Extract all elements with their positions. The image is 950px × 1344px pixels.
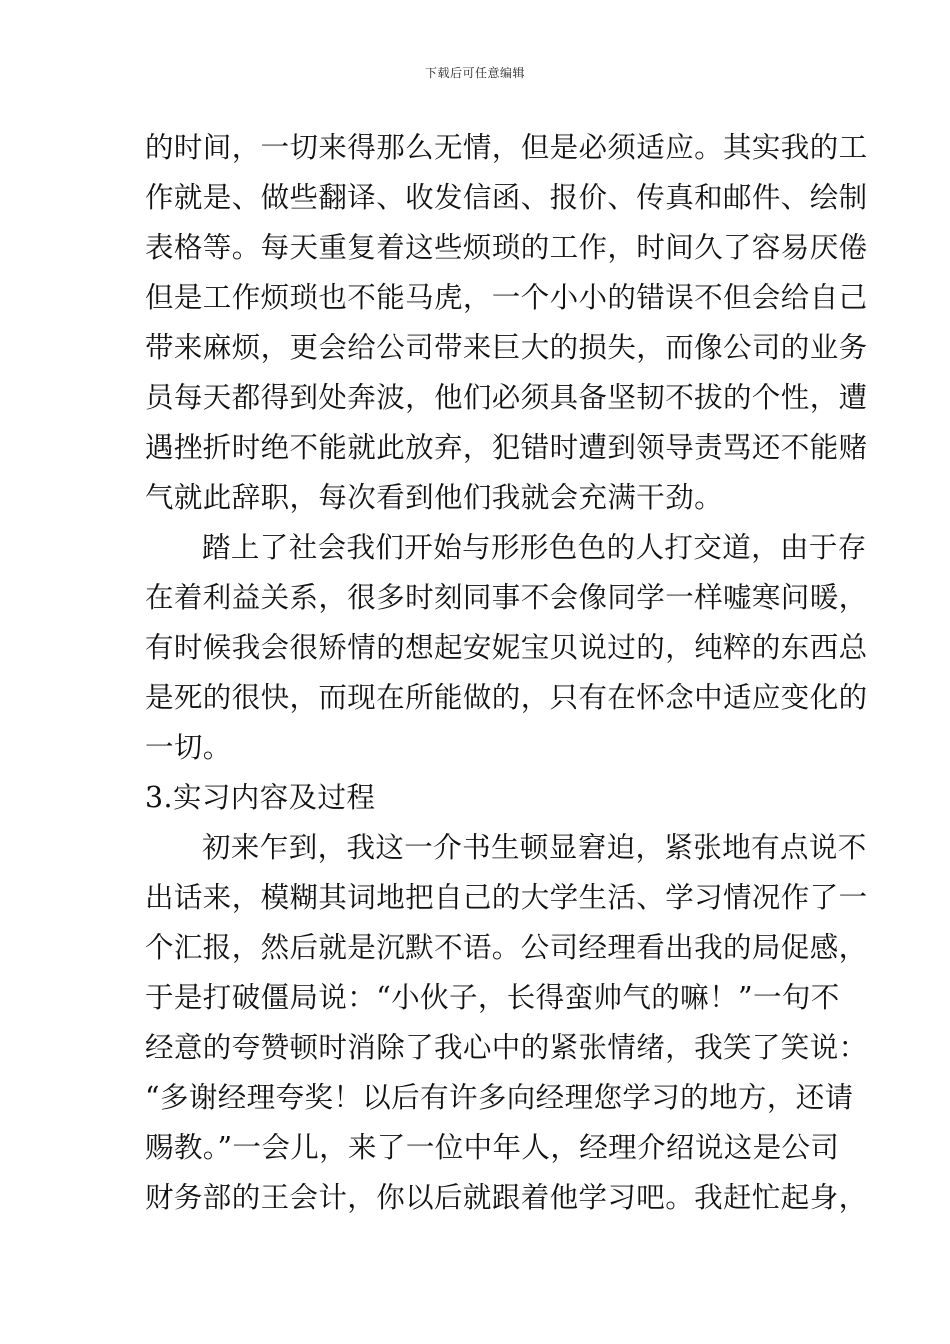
paragraph-line: “多谢经理夸奖！以后有许多向经理您学习的地方，还请 xyxy=(145,1081,854,1114)
paragraph-line: 经意的夸赞顿时消除了我心中的紧张情绪，我笑了笑说： xyxy=(145,1031,868,1064)
paragraph-line: 但是工作烦琐也不能马虎，一个小小的错误不但会给自己 xyxy=(145,281,868,314)
paragraph-line: 有时候我会很矫情的想起安妮宝贝说过的，纯粹的东西总 xyxy=(145,631,868,664)
paragraph-line: 一切。 xyxy=(145,731,232,764)
paragraph-line: 带来麻烦，更会给公司带来巨大的损失，而像公司的业务 xyxy=(145,331,868,364)
paragraph-line: 在着利益关系，很多时刻同事不会像同学一样嘘寒问暖， xyxy=(145,581,868,614)
paragraph-line: 气就此辞职，每次看到他们我就会充满干劲。 xyxy=(145,481,724,514)
paragraph-line: 于是打破僵局说：“小伙子，长得蛮帅气的嘛！”一句不 xyxy=(145,981,840,1014)
paragraph-line: 个汇报，然后就是沉默不语。公司经理看出我的局促感， xyxy=(145,931,868,964)
paragraph-line: 财务部的王会计，你以后就跟着他学习吧。我赶忙起身， xyxy=(145,1181,868,1214)
paragraph-line: 出话来，模糊其词地把自己的大学生活、学习情况作了一 xyxy=(145,881,868,914)
paragraph-line: 赐教。”一会儿，来了一位中年人，经理介绍说这是公司 xyxy=(145,1131,840,1164)
paragraph-line: 作就是、做些翻译、收发信函、报价、传真和邮件、绘制 xyxy=(145,181,868,214)
paragraph-line: 是死的很快，而现在所能做的，只有在怀念中适应变化的 xyxy=(145,681,868,714)
paragraph-line: 表格等。每天重复着这些烦琐的工作，时间久了容易厌倦 xyxy=(145,231,868,264)
page-header: 下载后可任意编辑 xyxy=(424,66,525,80)
paragraph-first-line: 初来乍到，我这一介书生顿显窘迫，紧张地有点说不 xyxy=(202,831,867,864)
paragraph-line: 的时间，一切来得那么无情，但是必须适应。其实我的工 xyxy=(145,131,868,164)
paragraph-line: 员每天都得到处奔波，他们必须具备坚韧不拔的个性，遭 xyxy=(145,381,868,414)
paragraph-line: 遇挫折时绝不能就此放弃，犯错时遭到领导责骂还不能赌 xyxy=(145,431,868,464)
paragraph-first-line: 踏上了社会我们开始与形形色色的人打交道，由于存 xyxy=(202,531,867,564)
section-heading: 3.实习内容及过程 xyxy=(145,781,376,814)
